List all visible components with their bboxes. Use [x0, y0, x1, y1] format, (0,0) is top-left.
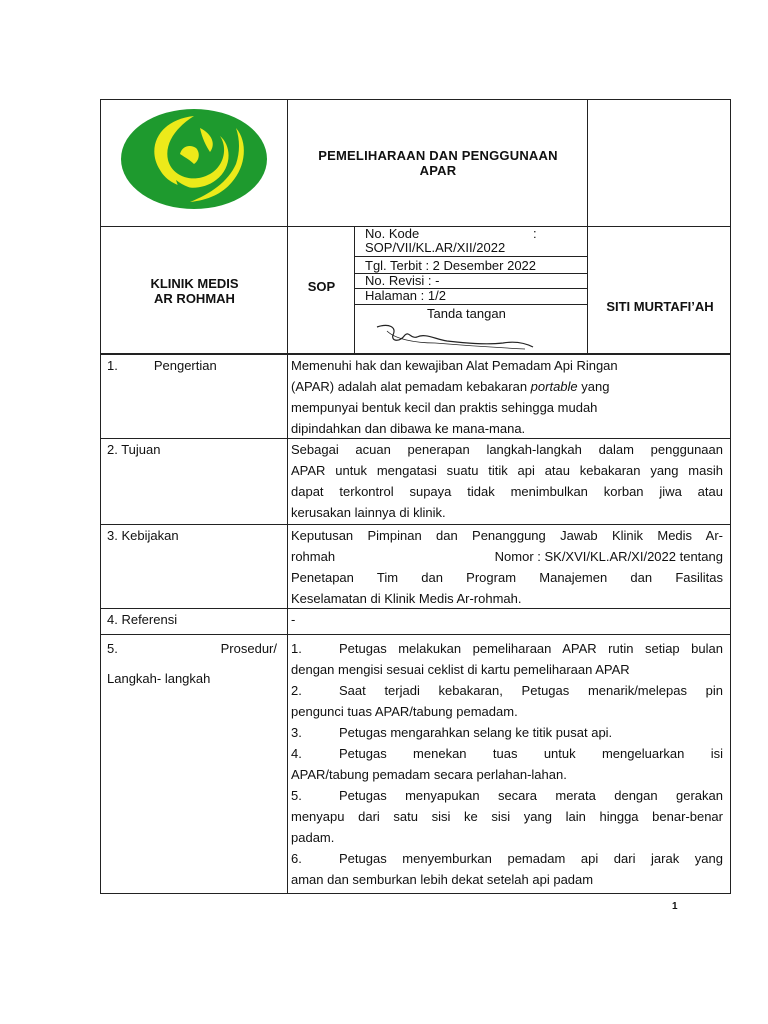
page-number: 1 — [672, 901, 678, 912]
step-text: APAR/tabung pemadam secara perlahan-lahan. — [291, 767, 567, 782]
content-line: dipindahkan dan dibawa ke mana-mana. — [291, 421, 526, 436]
label-pengertian — [107, 355, 217, 376]
text-segment: (APAR) adalah alat pemadam kebakaran — [291, 379, 531, 394]
content-line: Keputusan Pimpinan dan Penanggung Jawab Klinik Medis Ar- — [291, 528, 723, 543]
content-pengertian — [291, 355, 723, 439]
clinic-name-line-2: AR ROHMAH — [154, 291, 235, 306]
step-text: menyapu dari satu sisi ke sisi yang lain hingga benar-benar — [291, 809, 723, 824]
step-number: 6. — [291, 851, 302, 866]
step-text: Petugas mengarahkan selang ke titik pusat api. — [339, 725, 613, 740]
step-1 — [291, 638, 723, 659]
step-text: padam. — [291, 830, 335, 845]
content-line: kerusakan lainnya di klinik. — [291, 505, 446, 520]
step-number: 3. — [291, 725, 302, 740]
sop-body-table — [100, 354, 731, 894]
step-4 — [291, 743, 723, 764]
content-line: mempunyai bentuk kecil dan praktis sehingga mudah — [291, 400, 598, 415]
step-2 — [291, 680, 723, 701]
content-line — [291, 376, 723, 397]
label-text: Prosedur/ — [220, 641, 277, 656]
tanggal-terbit: Tgl. Terbit : 2 Desember 2022 — [365, 258, 537, 273]
row-pengertian — [101, 354, 730, 436]
clinic-name-line-1: KLINIK MEDIS — [150, 276, 239, 291]
step-text: dengan mengisi sesuai ceklist di kartu pemeliharaan APAR — [291, 662, 630, 677]
nomor-revisi: No. Revisi : - — [365, 273, 440, 288]
content-tujuan — [291, 439, 723, 523]
step-number: 1. — [291, 641, 302, 656]
text-segment: rohmah — [291, 549, 336, 564]
row-referensi — [101, 608, 730, 627]
step-3 — [291, 722, 723, 743]
clinic-name — [101, 276, 288, 306]
step-number: 5. — [291, 788, 302, 803]
content-line — [291, 546, 723, 567]
content-line: Keselamatan di Klinik Medis Ar-rohmah. — [291, 591, 522, 606]
step-text: aman dan semburkan lebih dekat setelah api padam — [291, 872, 594, 887]
text-segment: yang — [577, 379, 610, 394]
content-line: dapat terkontrol supaya tidak menimbulkan korban jiwa atau — [291, 484, 723, 499]
label-tujuan: 2. Tujuan — [107, 442, 161, 457]
step-text: Petugas menyapukan secara merata dengan gerakan — [339, 788, 723, 803]
header-table — [100, 99, 731, 354]
content-line: Penetapan Tim dan Program Manajemen dan Fasilitas — [291, 570, 723, 585]
label-kebijakan: 3. Kebijakan — [107, 528, 179, 543]
label-number: 1. — [107, 358, 118, 373]
label-prosedur — [107, 638, 277, 689]
kode-value: SOP/VII/KL.AR/XII/2022 — [365, 240, 506, 255]
label-referensi: 4. Referensi — [107, 612, 178, 627]
content-kebijakan — [291, 525, 723, 609]
kode-label: No. Kode — [365, 226, 420, 241]
content-line: Memenuhi hak dan kewajiban Alat Pemadam Api Ringan — [291, 358, 618, 373]
step-5 — [291, 785, 723, 806]
text-segment: Nomor : SK/XVI/KL.AR/XI/2022 tentang — [494, 549, 723, 564]
step-text: pengunci tuas APAR/tabung pemadam. — [291, 704, 518, 719]
content-prosedur — [291, 638, 723, 890]
label-text-line-2: Langkah- langkah — [107, 671, 211, 686]
signer-name: SITI MURTAFI’AH — [606, 299, 714, 314]
label-number: 5. — [107, 641, 118, 656]
label-text: Pengertian — [153, 358, 217, 373]
tanda-tangan-label: Tanda tangan — [427, 306, 506, 321]
content-referensi: - — [291, 612, 296, 627]
step-number: 4. — [291, 746, 302, 761]
content-line: APAR untuk mengatasi suatu titik api atau kebakaran yang masih — [291, 463, 723, 478]
step-number: 2. — [291, 683, 302, 698]
row-tujuan — [101, 438, 730, 520]
content-line: Sebagai acuan penerapan langkah-langkah dalam penggunaan — [291, 442, 723, 457]
step-text: Saat terjadi kebakaran, Petugas menarik/melepas pin — [339, 683, 723, 698]
halaman: Halaman : 1/2 — [365, 288, 446, 303]
kode-colon: : — [533, 226, 537, 241]
sop-label: SOP — [307, 279, 336, 294]
klinik-logo — [120, 108, 268, 210]
row-kebijakan — [101, 524, 730, 606]
row-prosedur — [101, 634, 730, 887]
document-meta — [355, 226, 588, 355]
document-title — [288, 148, 588, 178]
step-text: Petugas menyemburkan pemadam api dari jarak yang — [339, 851, 723, 866]
title-line-2: APAR — [419, 163, 457, 178]
step-text: Petugas melakukan pemeliharaan APAR rutin setiap bulan — [339, 641, 723, 656]
signature-image — [375, 321, 535, 353]
title-line-1: PEMELIHARAAN DAN PENGGUNAAN — [318, 148, 558, 163]
step-6 — [291, 848, 723, 869]
step-text: Petugas menekan tuas untuk mengeluarkan isi — [339, 746, 723, 761]
italic-term: portable — [530, 379, 578, 394]
